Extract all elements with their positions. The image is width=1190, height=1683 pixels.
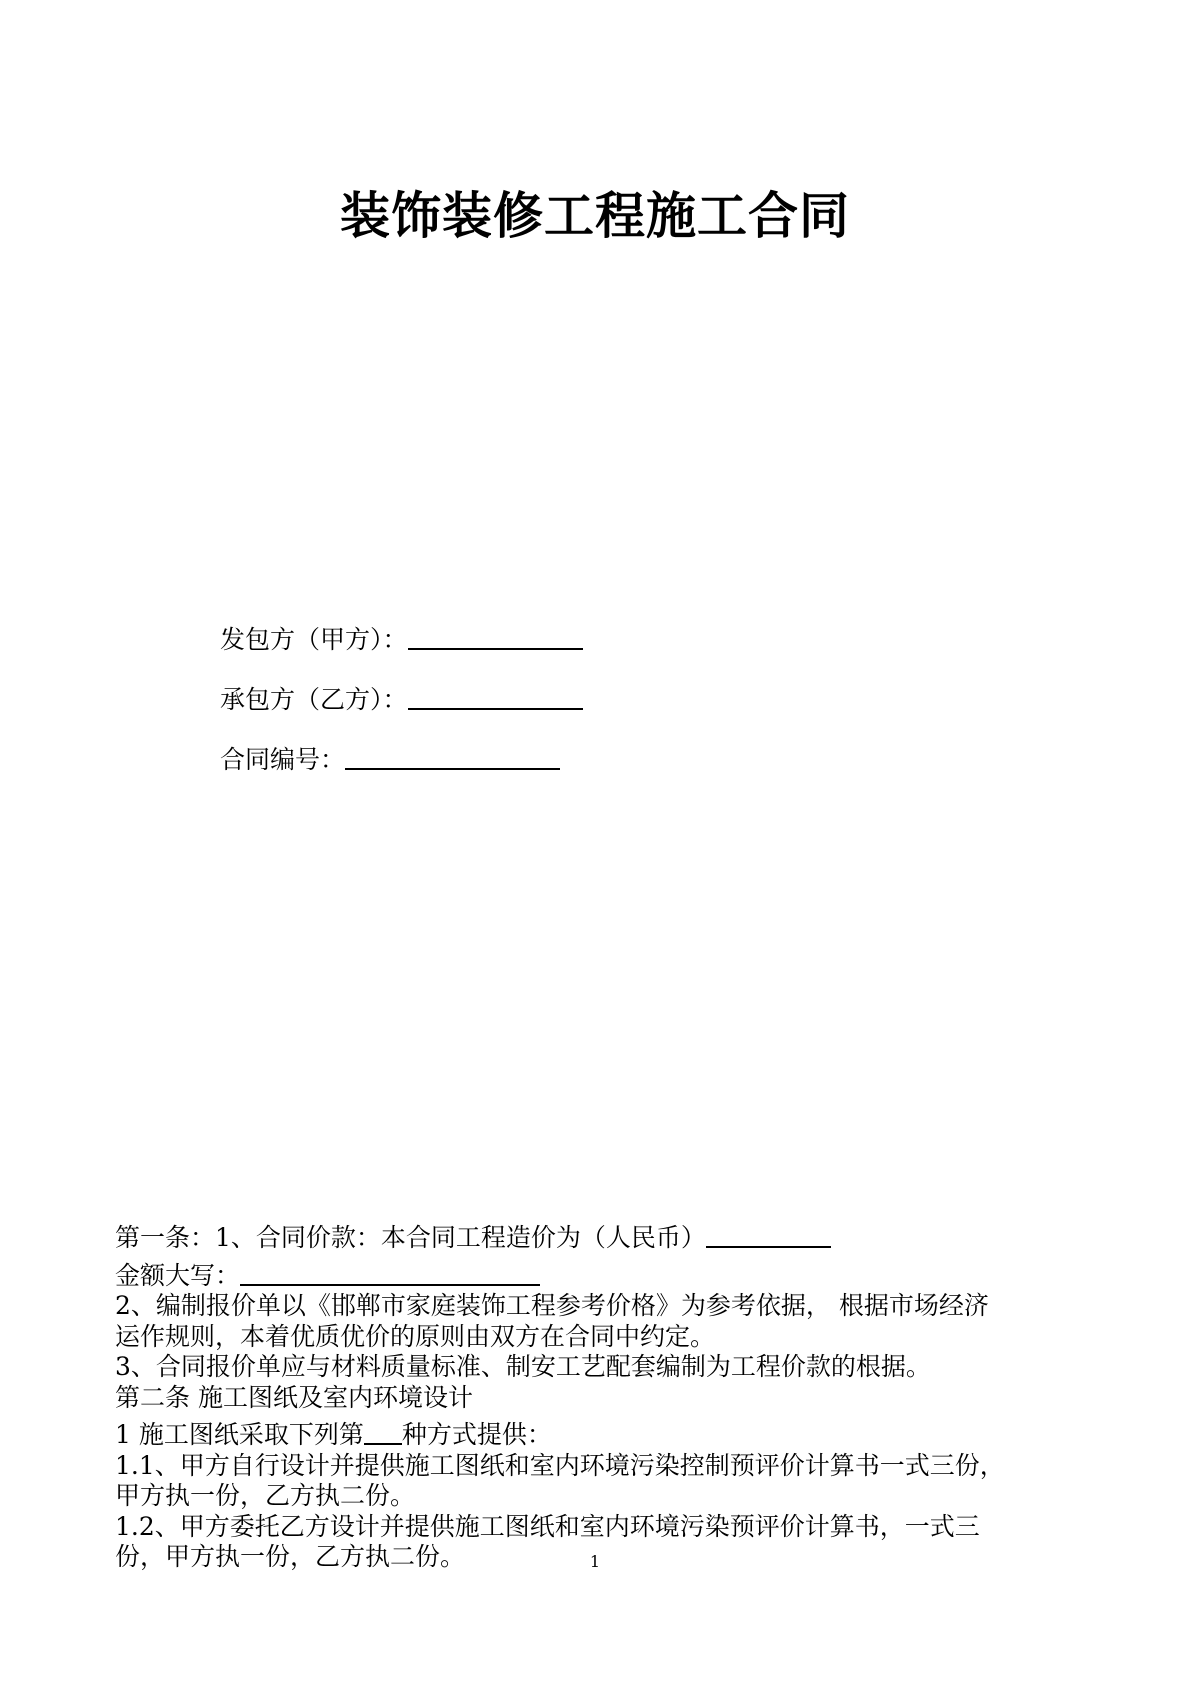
document-title: 装饰装修工程施工合同 <box>340 187 850 245</box>
page-number: 1 <box>589 1552 601 1571</box>
price-blank <box>706 1216 831 1248</box>
contract-body <box>115 1216 1095 1573</box>
body-line-10: 1.2、甲方委托乙方设计并提供施工图纸和室内环境污染预评价计算书，一式三 <box>115 1511 980 1541</box>
party-b-blank <box>408 678 583 710</box>
party-b-row <box>220 675 1020 735</box>
party-b-label: 承包方（乙方）： <box>220 685 408 714</box>
drawing-method-line <box>115 1413 1095 1451</box>
body-line-4: 运作规则，本着优质优价的原则由双方在合同中约定。 <box>115 1321 716 1351</box>
body-line-5: 3、合同报价单应与材料质量标准、制安工艺配套编制为工程价款的根据。 <box>115 1352 931 1381</box>
article-1-price-line <box>115 1216 1095 1254</box>
drawing-method-text-a: 1 施工图纸采取下列第 <box>115 1420 364 1449</box>
party-a-row <box>220 615 1020 675</box>
article-1-price-text: 第一条：1、合同价款：本合同工程造价为（人民币） <box>115 1223 706 1252</box>
contract-number-row <box>220 735 1020 795</box>
contract-number-blank <box>345 738 560 770</box>
body-line-3: 2、编制报价单以《邯郸市家庭装饰工程参考价格》为参考依据， 根据市场经济 <box>115 1291 989 1320</box>
amount-words-text: 金额大写： <box>115 1260 241 1290</box>
cover-fields <box>220 615 1020 795</box>
drawing-method-blank <box>364 1413 402 1445</box>
body-line-8: 1.1、甲方自行设计并提供施工图纸和室内环境污染控制预评价计算书一式三份， <box>115 1450 1005 1480</box>
drawing-method-text-b: 种方式提供： <box>401 1420 552 1449</box>
article-2-heading: 第二条 施工图纸及室内环境设计 <box>115 1382 473 1412</box>
party-a-label: 发包方（甲方）： <box>220 625 408 654</box>
body-line-9: 甲方执一份，乙方执二份。 <box>115 1481 416 1510</box>
body-line-11: 份，甲方执一份，乙方执二份。 <box>115 1542 466 1571</box>
contract-number-label: 合同编号： <box>220 745 346 774</box>
party-a-blank <box>408 618 583 650</box>
amount-words-line <box>115 1254 1095 1292</box>
amount-words-blank <box>240 1254 540 1286</box>
